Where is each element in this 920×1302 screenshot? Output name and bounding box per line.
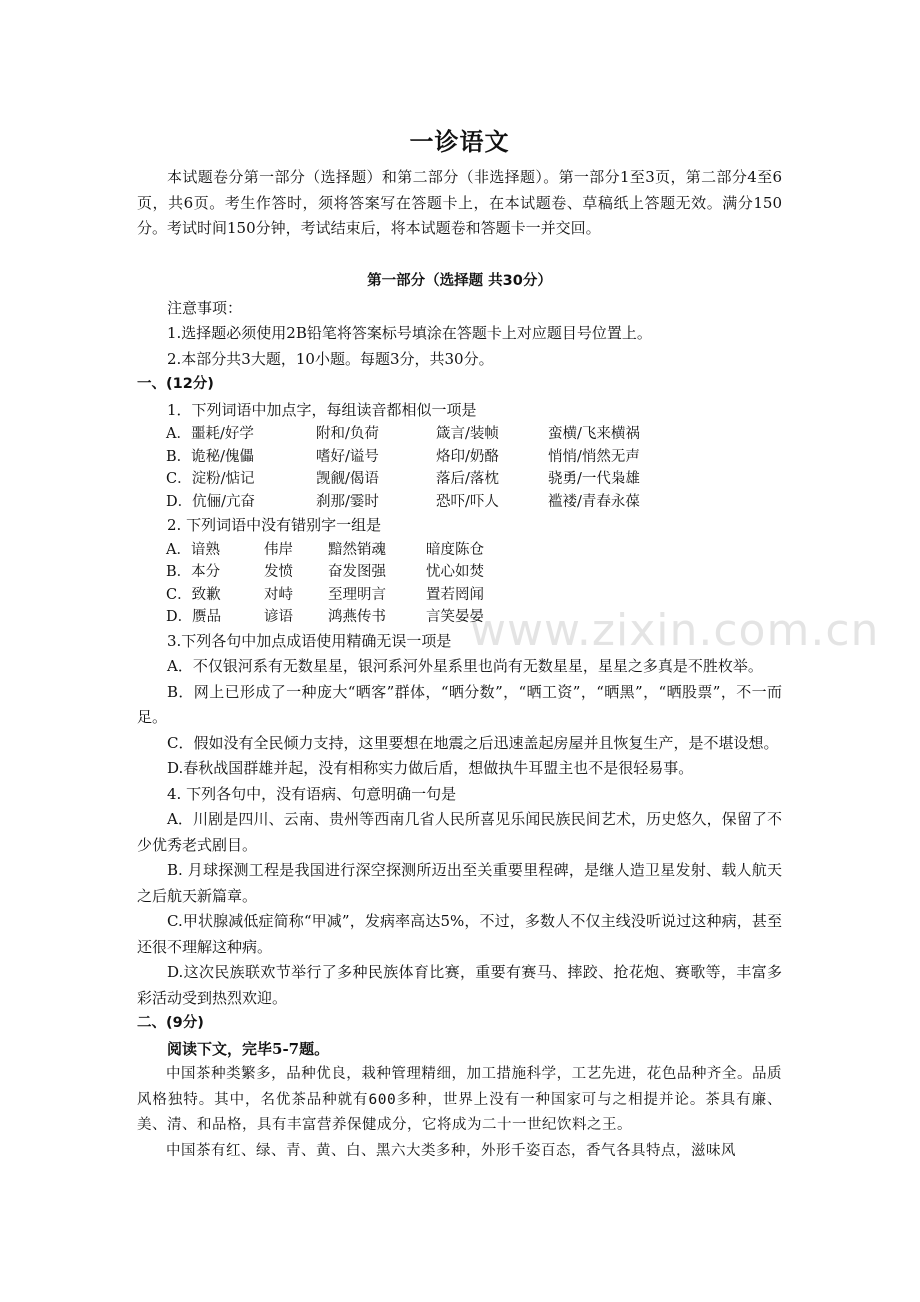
q2-d-2: 谚语 bbox=[264, 609, 293, 625]
q1-c-1: C．淀粉/惦记 bbox=[166, 471, 255, 487]
q2-c-2: 对峙 bbox=[264, 586, 293, 603]
q1-option-b bbox=[137, 446, 782, 469]
q2-option-c bbox=[137, 584, 782, 607]
reading-instruction: 阅读下文，完毕5-7题。 bbox=[167, 1039, 330, 1058]
q2-b-1: B．本分 bbox=[166, 564, 221, 580]
q4-option-a: A．川剧是四川、云南、贵州等西南几省人民所喜见乐闻民族民间艺术，历史悠久，保留了不少优秀老式剧目。 bbox=[137, 810, 782, 854]
q1-option-a bbox=[137, 423, 782, 446]
q2-option-b bbox=[137, 561, 782, 584]
note-1: 1.选择题必须使用2B铅笔将答案标号填涂在答题卡上对应题目号位置上。 bbox=[167, 324, 652, 342]
q1-a-4: 蛮横/飞来横祸 bbox=[548, 426, 640, 442]
q1-b-1: B．诡秘/傀儡 bbox=[166, 448, 255, 465]
q2-c-4: 置若罔闻 bbox=[426, 586, 484, 603]
q2-a-4: 暗度陈仓 bbox=[426, 541, 484, 558]
document-body bbox=[137, 122, 782, 1164]
q2-a-2: 伟岸 bbox=[264, 541, 293, 558]
q3-option-a: A．不仅银河系有无数星星，银河系河外星系里也尚有无数星星，星星之多真是不胜枚举。 bbox=[167, 657, 763, 675]
q1-d-4: 褴褛/青春永葆 bbox=[548, 493, 640, 510]
q2-c-3: 至理明言 bbox=[328, 586, 386, 603]
q2-a-3: 黯然销魂 bbox=[328, 541, 386, 558]
q2-d-4: 言笑晏晏 bbox=[426, 609, 484, 625]
q4-stem: 4. 下列各句中，没有语病、句意明确一句是 bbox=[167, 784, 457, 803]
note-2: 2.本部分共3大题，10小题。每题3分，共30分。 bbox=[167, 349, 494, 368]
q1-d-3: 恐吓/吓人 bbox=[436, 493, 499, 510]
q4-option-c: C.甲状腺减低症简称“甲减”，发病率高达5%，不过，多数人不仅主线没听说过这种病，甚至还很不理解这种病。 bbox=[137, 912, 782, 956]
q2-d-1: D．赝品 bbox=[166, 609, 222, 625]
q1-c-3: 落后/落枕 bbox=[436, 471, 499, 487]
q2-c-1: C．致歉 bbox=[166, 586, 221, 603]
section2-heading: 二、(9分) bbox=[137, 1015, 204, 1031]
q1-option-c bbox=[137, 468, 782, 491]
intro-paragraph: 本试题卷分第一部分（选择题）和第二部分（非选择题）。第一部分1至3页，第二部分4至6页，共6页。考生作答时，须将答案写在答题卡上，在本试题卷、草稿纸上答题无效。满分150分。考试时间150分钟，考试结束后，将本试题卷和答题卡一并交回。 bbox=[137, 168, 782, 237]
watermark: www.zixin.com.cn bbox=[470, 605, 880, 656]
q1-option-d bbox=[137, 491, 782, 514]
q2-a-1: A．谙熟 bbox=[166, 541, 220, 558]
q1-b-4: 悄悄/悄然无声 bbox=[548, 448, 640, 465]
part1-heading: 第一部分（选择题 共30分） bbox=[367, 272, 552, 289]
q1-a-1: A．噩耗/好学 bbox=[166, 426, 254, 442]
q1-b-3: 烙印/奶酪 bbox=[436, 448, 499, 465]
reading-passage bbox=[137, 1062, 782, 1164]
passage-paragraph-2: 中国茶有红、绿、青、黄、白、黑六大类多种，外形千姿百态，香气各具特点，滋味风 bbox=[166, 1142, 736, 1159]
q1-a-2: 附和/负荷 bbox=[316, 426, 379, 442]
section1-heading: 一、(12分) bbox=[137, 376, 214, 392]
q2-d-3: 鸿燕传书 bbox=[328, 609, 386, 625]
q3-option-b: B．网上已形成了一种庞大“晒客”群体，“晒分数”，“晒工资”，“晒黑”，“晒股票”，不一而足。 bbox=[137, 682, 782, 726]
q1-d-1: D．伉俪/亢奋 bbox=[166, 493, 256, 510]
q2-b-2: 发愤 bbox=[264, 564, 293, 580]
q4-option-d: D.这次民族联欢节举行了多种民族体育比赛，重要有赛马、摔跤、抢花炮、赛歌等，丰富多彩活动受到热烈欢迎。 bbox=[137, 963, 782, 1007]
q1-d-2: 刹那/霎时 bbox=[316, 493, 379, 510]
q2-stem: 2. 下列词语中没有错别字一组是 bbox=[167, 516, 382, 534]
q3-option-d: D.春秋战国群雄并起，没有相称实力做后盾，想做执牛耳盟主也不是很轻易事。 bbox=[167, 759, 694, 777]
q2-b-3: 奋发图强 bbox=[328, 564, 386, 580]
q2-b-4: 忧心如焚 bbox=[426, 564, 484, 580]
q1-b-2: 嗜好/谥号 bbox=[316, 448, 379, 465]
q1-a-3: 箴言/装帧 bbox=[436, 426, 499, 442]
q3-option-c: C．假如没有全民倾力支持，这里要想在地震之后迅速盖起房屋并且恢复生产，是不堪设想。 bbox=[167, 733, 779, 752]
q4-option-b: B. 月球探测工程是我国进行深空探测所迈出至关重要里程碑，是继人造卫星发射、载人航天之后航天新篇章。 bbox=[137, 861, 782, 905]
notes-title: 注意事项： bbox=[167, 298, 243, 317]
q3-stem: 3.下列各句中加点成语使用精确无误一项是 bbox=[167, 631, 452, 650]
page-title: 一诊语文 bbox=[409, 128, 510, 156]
q1-stem: 1．下列词语中加点字，每组读音都相似一项是 bbox=[167, 400, 477, 419]
q2-option-d bbox=[137, 606, 782, 629]
q2-option-a bbox=[137, 539, 782, 562]
passage-paragraph-1: 中国茶种类繁多，品种优良，栽种管理精细，加工措施科学，工艺先进，花色品种齐全。品质风格独特。其中，名优茶品种就有600多种，世界上没有一种国家可与之相提并论。茶具有廉、美、清、和品格，具有丰富营养保健成分，它将成为二十一世纪饮料之王。 bbox=[137, 1066, 782, 1133]
q1-c-2: 觊觎/偈语 bbox=[316, 471, 379, 487]
q1-c-4: 骁勇/一代枭雄 bbox=[548, 471, 640, 487]
